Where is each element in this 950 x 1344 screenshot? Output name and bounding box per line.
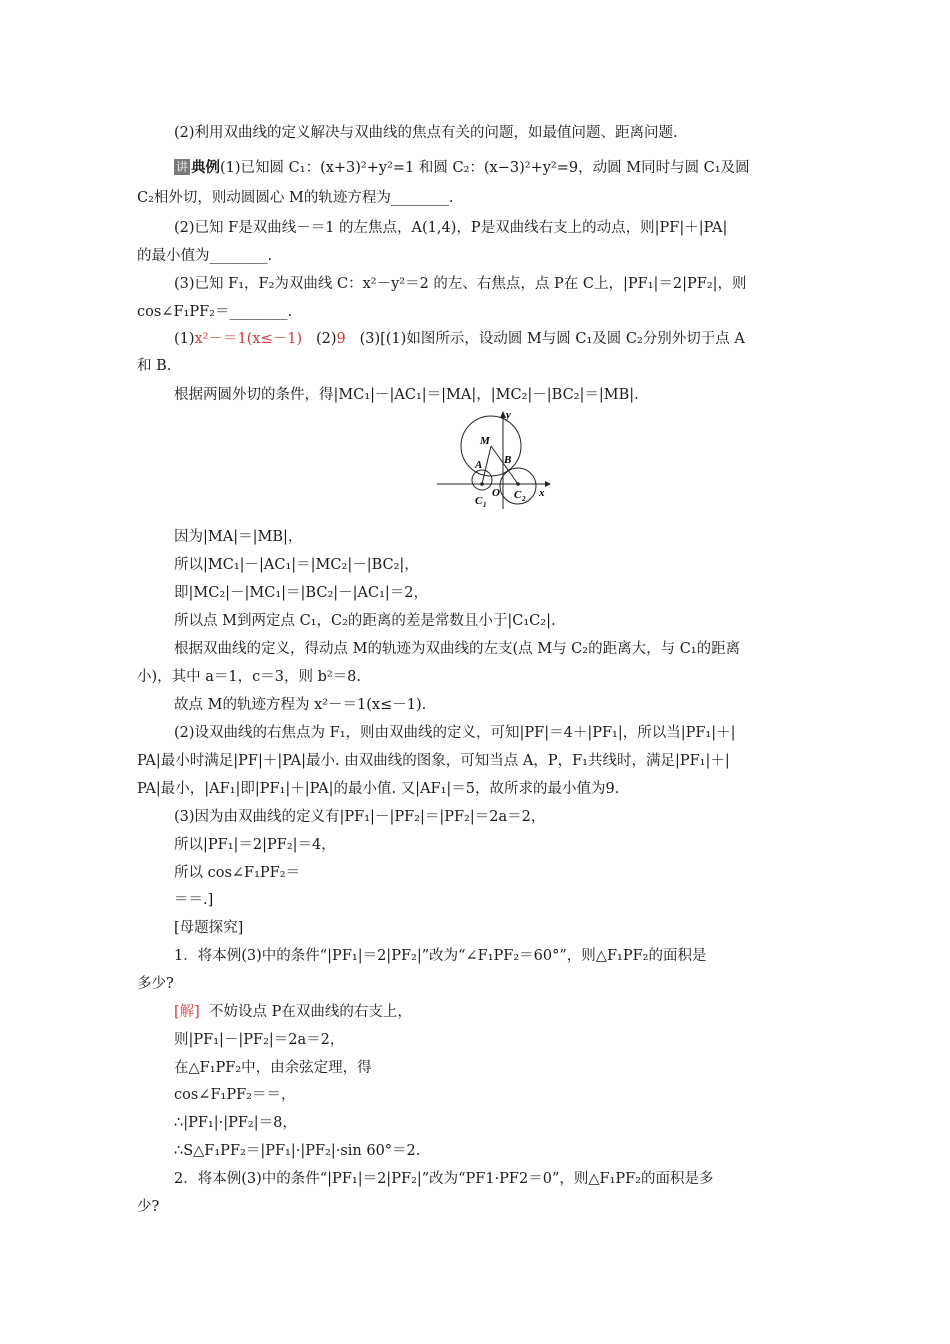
circle-c1 — [472, 470, 492, 490]
text-line: 所以|MC₁|－|AC₁|＝|MC₂|－|BC₂|， — [174, 557, 419, 573]
label-m: M — [480, 435, 490, 447]
x-axis-arrow — [545, 481, 551, 487]
text-line: C₂相外切，则动圆圆心 M的轨迹方程为________. — [137, 190, 454, 206]
text-line: cos∠F₁PF₂＝＝， — [174, 1087, 296, 1103]
example-heading: 典例 — [191, 159, 221, 176]
text-line: 因为|MA|＝|MB|， — [174, 529, 303, 545]
text-line: (3)因为由双曲线的定义有|PF₁|－|PF₂|＝|PF₂|＝2a＝2， — [174, 809, 546, 825]
label-a: A — [475, 459, 483, 471]
label-c2: C — [514, 489, 522, 501]
text-line: ＝＝.] — [174, 892, 214, 908]
text-line: 少? — [137, 1199, 160, 1215]
text-line: 则|PF₁|－|PF₂|＝2a＝2， — [174, 1032, 345, 1048]
text-line: PA|最小时满足|PF|＋|PA|最小. 由双曲线的图象，可知当点 A，P，F₁共线时，满足|PF₁|＋| — [137, 753, 730, 769]
label-c2-sub: 2 — [522, 495, 526, 503]
label-x: x — [539, 487, 545, 499]
label-y: y — [506, 409, 511, 421]
text-line: 2．将本例(3)中的条件“|PF₁|＝2|PF₂|”改为“PF1·PF2＝0”，则△F₁PF₂的面积是多 — [174, 1171, 714, 1187]
answer-line — [174, 329, 817, 349]
text-line: 所以点 M到两定点 C₁，C₂的距离的差是常数且小于|C₁C₂|. — [174, 613, 556, 629]
text-line: (2)设双曲线的右焦点为 F₁，则由双曲线的定义，可知|PF|＝4＋|PF₁|，所以当|PF₁|＋| — [174, 725, 736, 741]
text-line: 1．将本例(3)中的条件“|PF₁|＝2|PF₂|”改为“∠F₁PF₂＝60°”，则△F₁PF₂的面积是 — [174, 948, 707, 964]
text-line: 小)，其中 a＝1，c＝3，则 b²＝8. — [137, 669, 362, 685]
segment-mc1 — [482, 446, 491, 484]
label-b: B — [504, 454, 512, 466]
text-line: 所以 cos∠F₁PF₂＝ — [174, 865, 301, 881]
answer-1: x²－＝1(x≤－1) — [194, 331, 303, 347]
text-line: 即|MC₂|－|MC₁|＝|BC₂|－|AC₁|＝2， — [174, 585, 429, 601]
solution-tag: [解] — [174, 1004, 200, 1020]
solution-line — [174, 1002, 817, 1022]
jiang-tag: 讲 — [176, 160, 189, 174]
solution-text: (3)[(1)如图所示，设动圆 M与圆 C₁及圆 C₂分别外切于点 A — [359, 331, 745, 347]
answer-label: (1) — [174, 331, 195, 347]
label-c1: C — [475, 495, 483, 507]
text-line: 根据双曲线的定义，得动点 M的轨迹为双曲线的左支(点 M与 C₂的距离大，与 C₁的距离 — [174, 641, 741, 657]
text-line: 的最小值为________. — [137, 248, 273, 264]
point-c1 — [480, 482, 484, 486]
text-line: PA|最小，|AF₁|即|PF₁|＋|PA|的最小值. 又|AF₁|＝5，故所求的最小值为9. — [137, 781, 620, 797]
text-line: 多少? — [137, 976, 174, 992]
example-text: (1)已知圆 C₁：(x+3)²+y²=1 和圆 C₂：(x−3)²+y²=9，动圆 M同时与圆 C₁及圆 — [220, 160, 750, 176]
text-line: 根据两圆外切的条件，得|MC₁|－|AC₁|＝|MA|，|MC₂|－|BC₂|＝|MB|. — [174, 387, 639, 403]
text-line: 所以|PF₁|＝2|PF₂|＝4， — [174, 837, 336, 853]
answer-label: (2) — [315, 331, 337, 347]
text-line: (2)已知 F是双曲线－＝1 的左焦点，A(1,4)，P是双曲线右支上的动点，则|PF|＋|PA| — [174, 220, 728, 236]
label-c1-sub: 1 — [483, 501, 487, 509]
text-line: (3)已知 F₁，F₂为双曲线 C：x²－y²＝2 的左、右焦点，点 P在 C上，|PF₁|＝2|PF₂|，则 — [174, 276, 747, 292]
text-line: 故点 M的轨迹方程为 x²－＝1(x≤－1). — [174, 697, 427, 713]
text-line: 和 B. — [137, 358, 172, 374]
example-line — [174, 158, 817, 178]
point-c2 — [516, 482, 520, 486]
text-line: (2)利用双曲线的定义解决与双曲线的焦点有关的问题，如最值问题、距离问题. — [174, 125, 678, 141]
label-o: O — [492, 487, 500, 499]
solution-text: 不妨设点 P在双曲线的右支上， — [209, 1004, 412, 1020]
answer-2: 9 — [336, 331, 346, 347]
section-heading: [母题探究] — [174, 920, 244, 936]
text-line: 在△F₁PF₂中，由余弦定理，得 — [174, 1060, 372, 1076]
text-line: ∴|PF₁|·|PF₂|＝8， — [174, 1115, 297, 1131]
text-line: cos∠F₁PF₂＝________. — [137, 304, 293, 320]
text-line: ∴S△F₁PF₂＝|PF₁|·|PF₂|·sin 60°＝2. — [174, 1143, 421, 1159]
circles-figure — [437, 408, 557, 510]
